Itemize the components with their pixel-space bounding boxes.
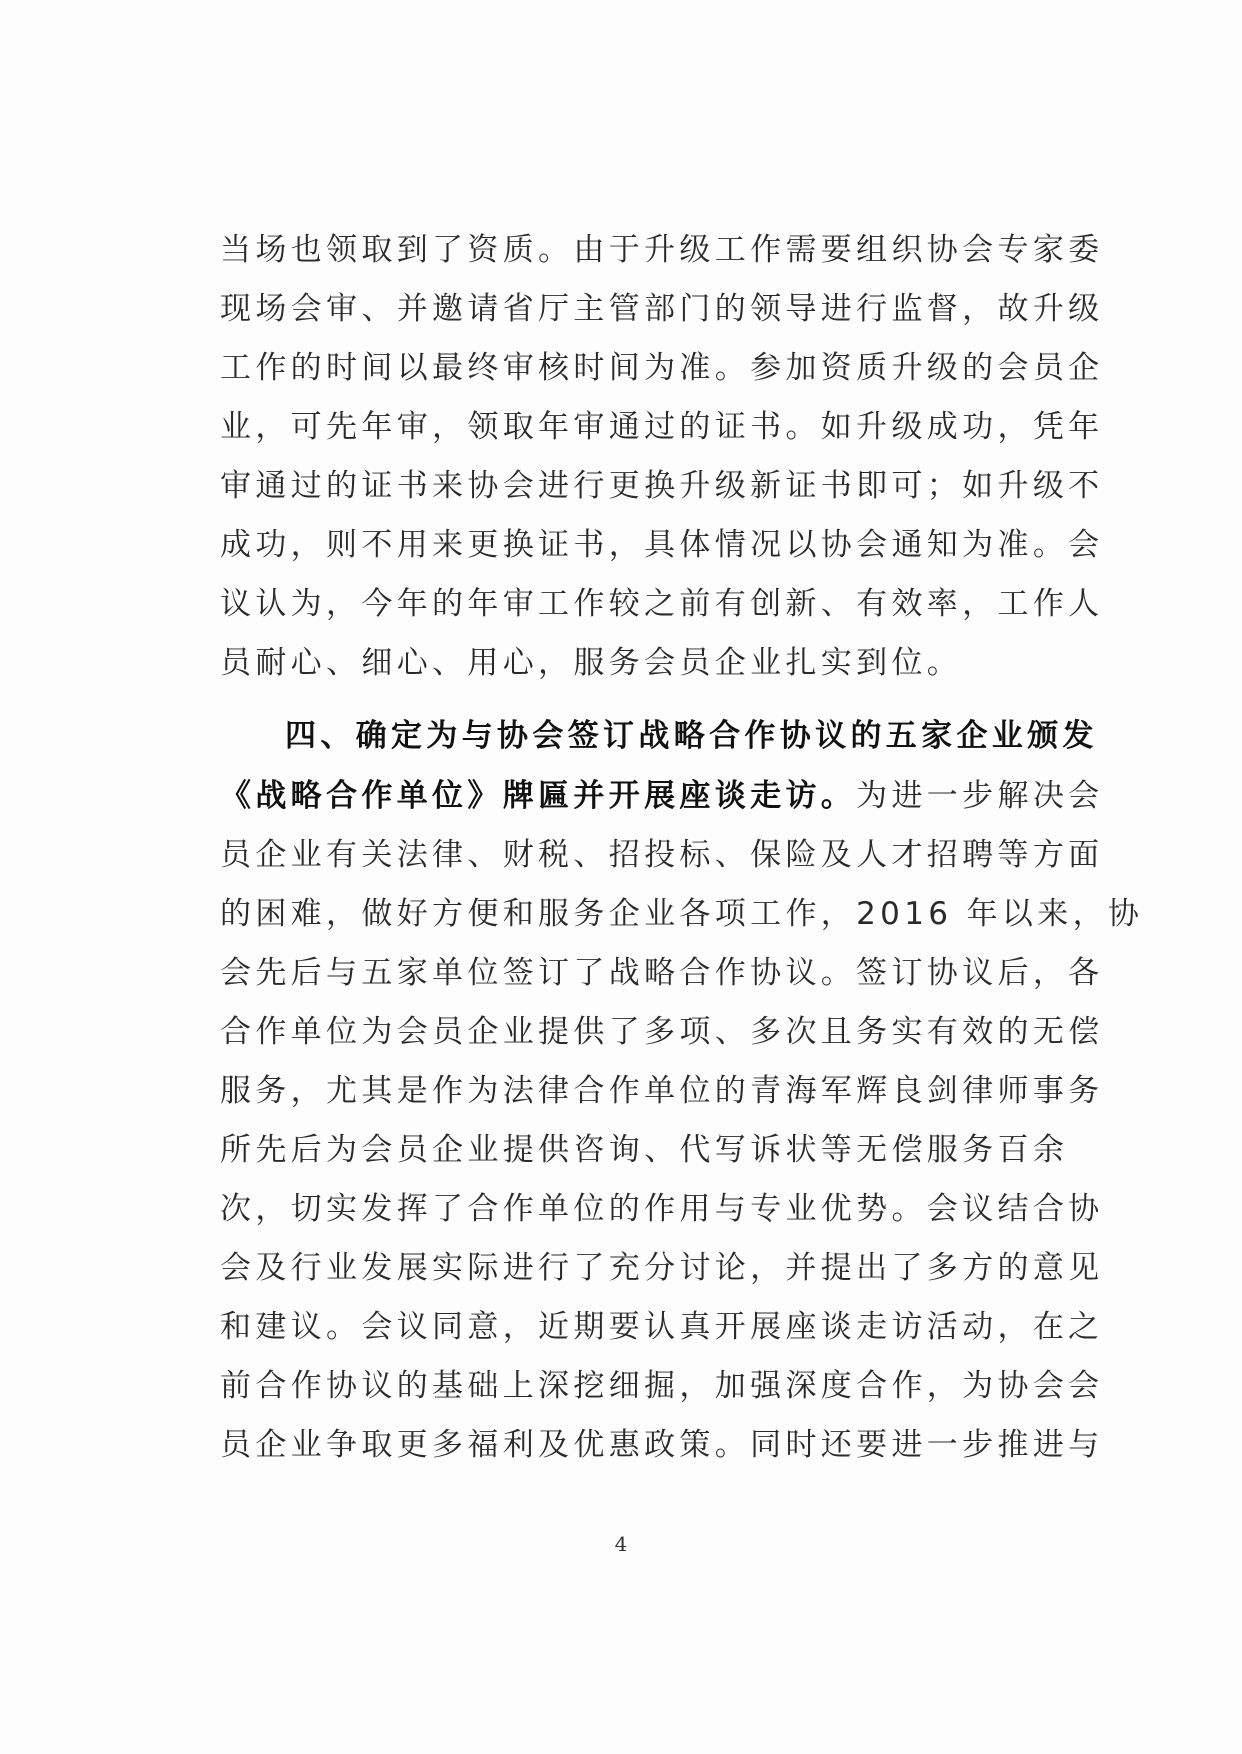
paragraph-line: 的困难，做好方便和服务企业各项工作，2016 年以来，协 [220, 896, 1144, 932]
paragraph-line: 服务，尤其是作为法律合作单位的青海军辉良剑律师事务 [220, 1073, 1104, 1109]
paragraph-line: 前合作协议的基础上深挖细掘，加强深度合作，为协会会 [220, 1368, 1104, 1404]
paragraph-line: 业，可先年审，领取年审通过的证书。如升级成功，凭年 [220, 409, 1104, 445]
page-number: 4 [614, 1532, 628, 1556]
paragraph-line: 成功，则不用来更换证书，具体情况以协会通知为准。会 [220, 527, 1104, 563]
paragraph-line: 所先后为会员企业提供咨询、代写诉状等无偿服务百余 [220, 1132, 1069, 1168]
section-four-heading-bold: 《战略合作单位》牌匾并开展座谈走访。 [220, 778, 857, 814]
paragraph-line: 合作单位为会员企业提供了多项、多次且务实有效的无偿 [220, 1014, 1104, 1050]
paragraph-line: 当场也领取到了资质。由于升级工作需要组织协会专家委 [220, 232, 1104, 268]
paragraph-line: 员企业争取更多福利及优惠政策。同时还要进一步推进与 [220, 1427, 1104, 1463]
section-four-intro: 为进一步解决会 [856, 778, 1104, 814]
section-four-heading: 四、确定为与协会签订战略合作协议的五家企业颁发 [285, 718, 1098, 754]
paragraph-line: 和建议。会议同意，近期要认真开展座谈走访活动，在之 [220, 1309, 1104, 1345]
paragraph-line: 会先后与五家单位签订了战略合作协议。签订协议后，各 [220, 955, 1104, 991]
paragraph-line: 会及行业发展实际进行了充分讨论，并提出了多方的意见 [220, 1250, 1104, 1286]
paragraph-line: 现场会审、并邀请省厅主管部门的领导进行监督，故升级 [220, 291, 1104, 327]
paragraph-line: 员企业有关法律、财税、招投标、保险及人才招聘等方面 [220, 837, 1104, 873]
paragraph-line: 议认为，今年的年审工作较之前有创新、有效率，工作人 [220, 586, 1104, 622]
section-four-heading-line2 [220, 766, 1104, 826]
paragraph-line: 员耐心、细心、用心，服务会员企业扎实到位。 [220, 645, 963, 681]
paragraph-line: 次，切实发挥了合作单位的作用与专业优势。会议结合协 [220, 1191, 1104, 1227]
paragraph-line: 审通过的证书来协会进行更换升级新证书即可；如升级不 [220, 468, 1104, 504]
paragraph-line: 工作的时间以最终审核时间为准。参加资质升级的会员企 [220, 350, 1104, 386]
